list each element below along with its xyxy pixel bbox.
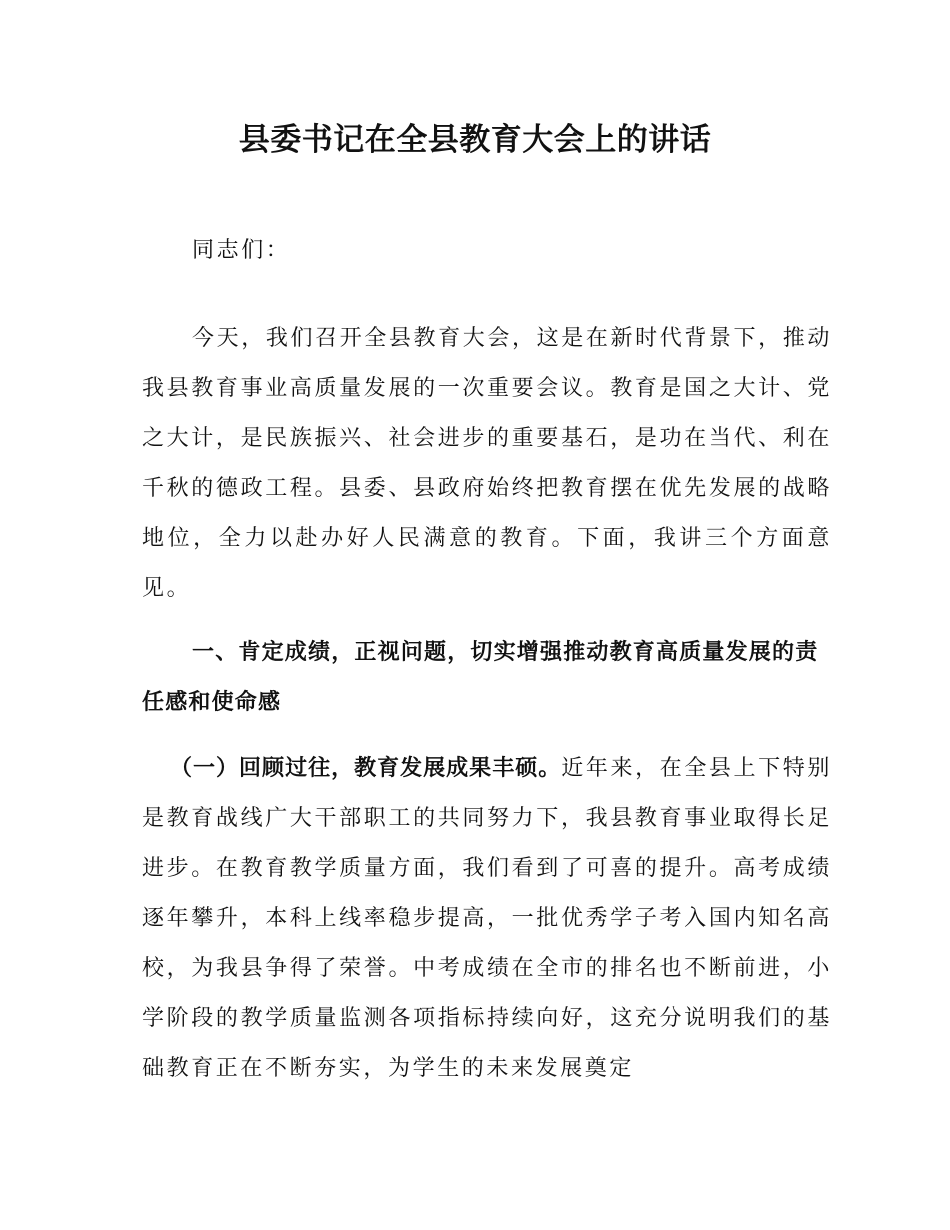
salutation: 同志们： (192, 238, 291, 263)
subsection-lead: （一）回顾过往，教育发展成果丰硕。 (170, 756, 562, 781)
section-1-paragraph (142, 744, 832, 1094)
section-heading-1: 一、肯定成绩，正视问题，切实增强推动教育高质量发展的责任感和使命感 (142, 640, 819, 715)
subsection-text: 近年来，在全县上下特别是教育战线广大干部职工的共同努力下，我县教育事业取得长足进步。在教育教学质量方面，我们看到了可喜的提升。高考成绩逐年攀升，本科上线率稳步提高，一批优秀学子考入国内知名高校，为我县争得了荣誉。中考成绩在全市的排名也不断前进，小学阶段的教学质量监测各项指标持续向好，这充分说明我们的基础教育正在不断夯实，为学生的未来发展奠定 (142, 756, 832, 1081)
intro-paragraph: 今天，我们召开全县教育大会，这是在新时代背景下，推动我县教育事业高质量发展的一次重要会议。教育是国之大计、党之大计，是民族振兴、社会进步的重要基石，是功在当代、利在千秋的德政工程。县委、县政府始终把教育摆在优先发展的战略地位，全力以赴办好人民满意的教育。下面，我讲三个方面意见。 (142, 326, 832, 601)
document-title: 县委书记在全县教育大会上的讲话 (238, 122, 712, 158)
